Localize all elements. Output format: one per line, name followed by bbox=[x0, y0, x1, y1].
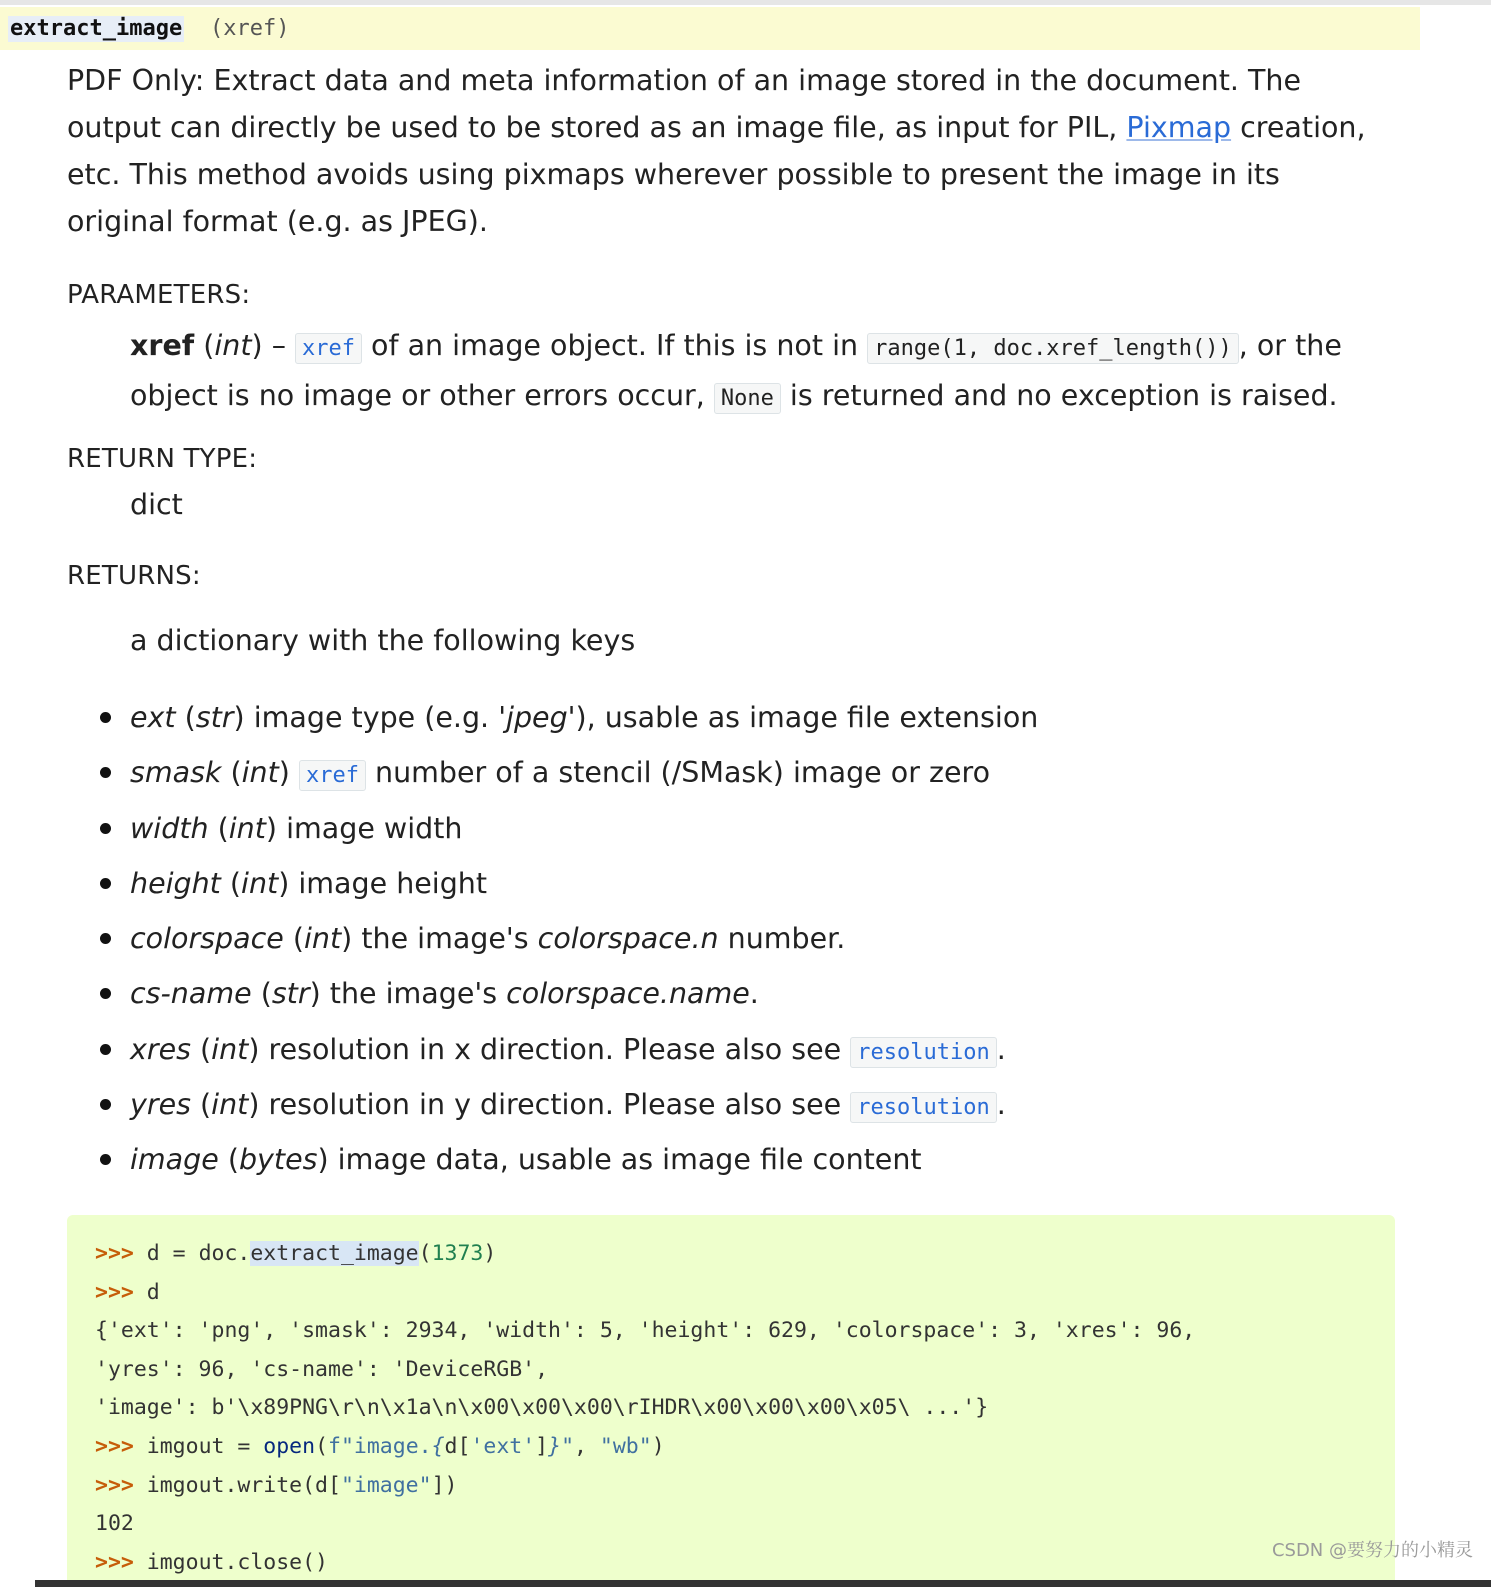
key-name: width bbox=[130, 811, 209, 845]
method-name[interactable]: extract_image bbox=[10, 16, 183, 41]
method-signature bbox=[0, 7, 1420, 50]
key-name: xres bbox=[130, 1032, 191, 1066]
code-line-6: >>> imgout = open(f"image.{d['ext']}", "wb") bbox=[95, 1433, 665, 1459]
bullet-icon bbox=[100, 1099, 111, 1110]
pixmap-link[interactable]: Pixmap bbox=[1126, 111, 1232, 144]
key-desc: number of a stencil (/SMask) image or zero bbox=[365, 756, 991, 790]
key-type: int bbox=[211, 1088, 249, 1122]
method-description bbox=[67, 57, 1387, 245]
code-line-4: 'yres': 96, 'cs-name': 'DeviceRGB', bbox=[95, 1356, 549, 1382]
key-desc: image width bbox=[286, 811, 463, 845]
key-desc: resolution in y direction. Please also see bbox=[268, 1088, 851, 1122]
key-name: image bbox=[130, 1143, 219, 1177]
description-suffix: creation, etc. This method avoids using pixmaps wherever possible to present the image in its original format (e.g. as JPEG). bbox=[67, 111, 1366, 238]
key-type: int bbox=[303, 922, 342, 956]
bullet-icon bbox=[100, 767, 111, 778]
key-name: colorspace bbox=[130, 922, 284, 956]
returns-intro: a dictionary with the following keys bbox=[130, 624, 636, 657]
param-dash: – bbox=[262, 329, 296, 362]
key-type: int bbox=[241, 756, 279, 790]
list-item: width (int) image width bbox=[100, 801, 1380, 856]
watermark: CSDN @要努力的小精灵 bbox=[1271, 1540, 1473, 1561]
top-border bbox=[0, 0, 1491, 5]
key-name: yres bbox=[130, 1088, 191, 1122]
list-item: height (int) image height bbox=[100, 856, 1380, 911]
parameters-label: PARAMETERS: bbox=[67, 280, 251, 310]
bullet-icon bbox=[100, 823, 111, 834]
key-desc-italic: 'jpeg' bbox=[498, 701, 576, 734]
key-desc: image height bbox=[298, 866, 488, 900]
param-type: int bbox=[214, 329, 252, 362]
resolution-code-link[interactable]: resolution bbox=[850, 1092, 996, 1123]
bullet-icon bbox=[100, 878, 111, 889]
returns-label: RETURNS: bbox=[67, 561, 201, 591]
key-desc-tail: . bbox=[996, 1088, 1006, 1122]
description-prefix: PDF Only: Extract data and meta information of an image stored in the document. The output can directly be used to be stored as an image file, as input for PIL, bbox=[67, 64, 1302, 144]
key-desc-rest: ), usable as image file extension bbox=[575, 701, 1039, 734]
key-desc-tail: number. bbox=[718, 922, 846, 956]
key-desc: the image's bbox=[329, 977, 507, 1011]
key-desc: image data, usable as image file content bbox=[337, 1143, 922, 1177]
return-type-value: dict bbox=[130, 488, 183, 521]
code-line-5: 'image': b'\x89PNG\r\n\x1a\n\x00\x00\x00\rIHDR\x00\x00\x00\x05\ ...'} bbox=[95, 1395, 989, 1421]
key-name: ext bbox=[130, 701, 176, 734]
xref-code-link[interactable]: xref bbox=[295, 333, 362, 364]
key-desc: image type (e.g. bbox=[253, 701, 499, 734]
list-item: yres (int) resolution in y direction. Please also see resolution . bbox=[100, 1077, 1380, 1132]
key-type: bytes bbox=[238, 1143, 318, 1177]
code-line-8: 102 bbox=[95, 1511, 134, 1537]
list-item: smask (int) xref number of a stencil (/SMask) image or zero bbox=[100, 745, 1380, 800]
key-type: int bbox=[228, 811, 266, 845]
code-line-2: >>> d bbox=[95, 1279, 160, 1305]
key-desc: resolution in x direction. Please also see bbox=[268, 1032, 851, 1066]
key-type: str bbox=[271, 977, 310, 1011]
key-type: str bbox=[195, 701, 234, 734]
bullet-icon bbox=[100, 988, 111, 999]
param-name: xref bbox=[130, 329, 195, 362]
list-item: xres (int) resolution in x direction. Please also see resolution . bbox=[100, 1022, 1380, 1077]
list-item: cs-name (str) the image's colorspace.name. bbox=[100, 966, 1380, 1021]
key-type: int bbox=[211, 1032, 249, 1066]
code-line-7: >>> imgout.write(d["image"]) bbox=[95, 1472, 458, 1498]
code-line-1: >>> d = doc.extract_image(1373) bbox=[95, 1241, 497, 1266]
return-type-label: RETURN TYPE: bbox=[67, 444, 258, 474]
code-line-9: >>> imgout.close() bbox=[95, 1549, 329, 1575]
key-name: smask bbox=[130, 756, 222, 790]
code-line-3: {'ext': 'png', 'smask': 2934, 'width': 5, 'height': 629, 'colorspace': 3, 'xres': 96, bbox=[95, 1318, 1196, 1344]
bullet-icon bbox=[100, 712, 111, 723]
param-text-3: is returned and no exception is raised. bbox=[780, 379, 1338, 412]
key-name: height bbox=[130, 866, 221, 900]
key-desc-tail: . bbox=[749, 977, 759, 1011]
list-item: ext (str) image type (e.g. 'jpeg'), usable as image file extension bbox=[100, 690, 1380, 745]
code-lines bbox=[95, 1235, 1195, 1582]
xref-code-link[interactable]: xref bbox=[299, 760, 366, 791]
bullet-icon bbox=[100, 1044, 111, 1055]
key-name: cs-name bbox=[130, 977, 252, 1011]
bottom-scrollbar[interactable] bbox=[35, 1580, 1491, 1587]
method-params: (xref) bbox=[210, 16, 290, 41]
list-item: colorspace (int) the image's colorspace.n number. bbox=[100, 911, 1380, 966]
key-desc: the image's bbox=[361, 922, 538, 956]
key-desc-italic: colorspace.name bbox=[506, 977, 750, 1011]
returns-key-list bbox=[100, 690, 1380, 1188]
bullet-icon bbox=[100, 933, 111, 944]
param-text-1: of an image object. If this is not in bbox=[362, 329, 868, 362]
key-type: int bbox=[241, 866, 279, 900]
key-desc-tail: . bbox=[996, 1032, 1006, 1066]
param-text-2: , or the object is no image or other errors occur, bbox=[130, 329, 1342, 412]
range-code: range(1, doc.xref_length()) bbox=[867, 333, 1239, 364]
parameter-xref: xref (int) – xref of an image object. If this is not in range(1, doc.xref_length()) , or the object is no image or other errors occur, None is returned and no exception is raised. bbox=[130, 329, 1342, 412]
key-desc-italic: colorspace.n bbox=[537, 922, 719, 956]
code-example[interactable] bbox=[67, 1215, 1395, 1587]
none-code: None bbox=[714, 383, 781, 414]
list-item: image (bytes) image data, usable as image file content bbox=[100, 1132, 1380, 1187]
resolution-code-link[interactable]: resolution bbox=[850, 1037, 996, 1068]
bullet-icon bbox=[100, 1154, 111, 1165]
